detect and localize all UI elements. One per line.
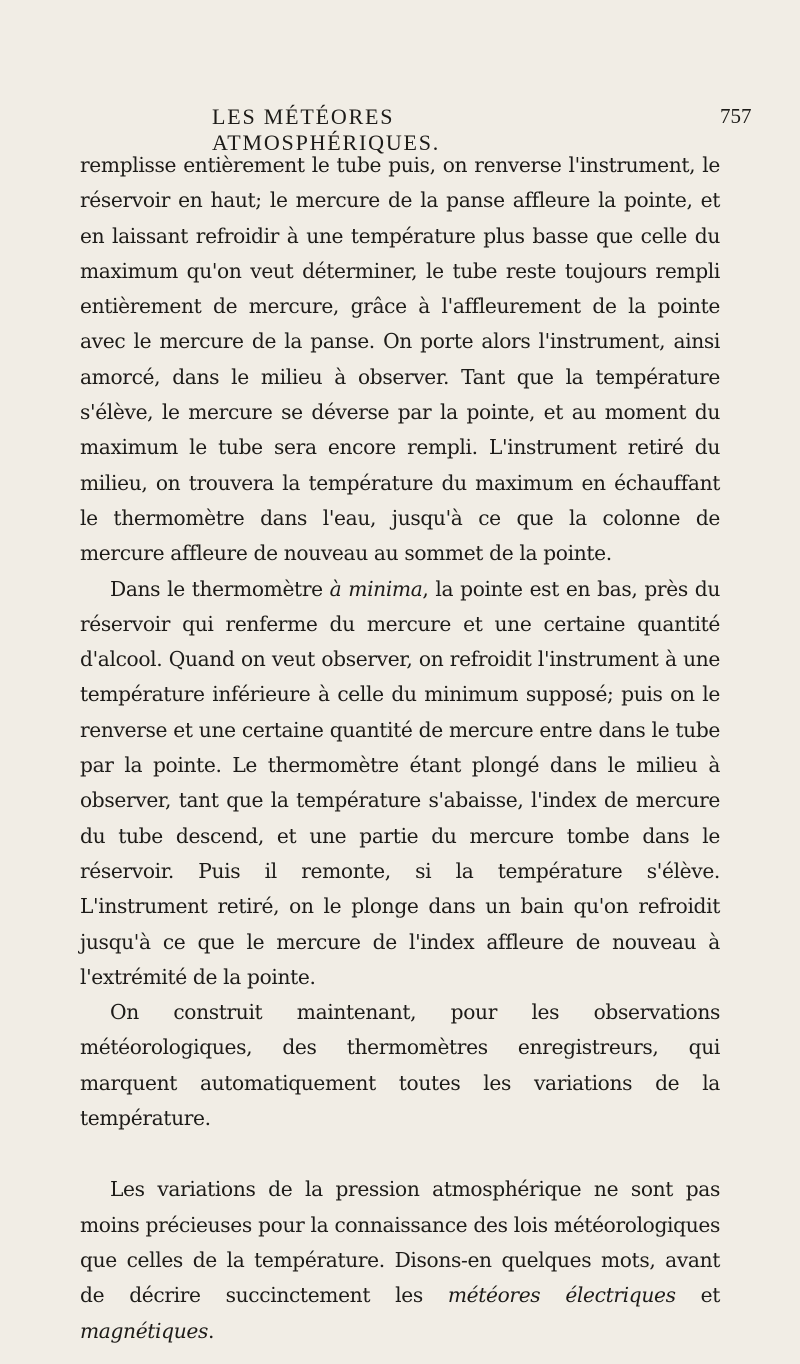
paragraph-2-text-end: , la pointe est en bas, près du réservoir qui renferme du mercure et une certaine quantité d'alcool. Quand on veut observer, on refroidit l'instrument à une température inférieure à celle du minimum supposé; puis on le renverse et une certaine quantité de mercure entre dans le tube par la pointe. Le thermomètre étant plongé dans le milieu à observer, tant que la température s'abaisse, l'index de mercure du tube descend, et une partie du mercure tombe dans le réservoir. Puis il remonte, si la température s'élève. L'instrument retiré, on le plonge dans un bain qu'on refroidit jusqu'à ce que le mercure de l'index affleure de nouveau à l'extrémité de la pointe. xyxy=(80,576,720,989)
paragraph-2-text-start: Dans le thermomètre xyxy=(110,576,330,601)
body-text xyxy=(80,148,720,1349)
paragraph-3-text: On construit maintenant, pour les observations météorologiques, des thermomètres enregistreurs, qui marquent automatiquement toutes les variations de la température. xyxy=(80,1000,720,1131)
running-head: LES MÉTÉORES ATMOSPHÉRIQUES. xyxy=(212,104,441,155)
paragraph-4-text-start: Les variations de la pression atmosphérique ne sont pas moins précieuses pour la connaissance des lois météorologiques que celles de la température. Disons-en quelques mots, avant de décrire succinctement les xyxy=(80,1177,720,1308)
paragraph-4-text-end: . xyxy=(208,1318,215,1343)
paragraph-4-text-middle: et xyxy=(675,1283,720,1308)
paragraph-4-italic-1: météores électriques xyxy=(447,1283,676,1308)
paragraph-1 xyxy=(80,148,720,572)
paragraph-4-italic-2: magnétiques xyxy=(80,1318,208,1343)
paragraph-3 xyxy=(80,995,720,1136)
paragraph-1-text: remplisse entièrement le tube puis, on renverse l'instrument, le réservoir en haut; le mercure de la panse affleure la pointe, et en laissant refroidir à une température plus basse que celle du maximum qu'on veut déterminer, le tube reste toujours rempli entièrement de mercure, grâce à l'affleurement de la pointe avec le mercure de la panse. On porte alors l'instrument, ainsi amorcé, dans le milieu à observer. Tant que la température s'élève, le mercure se déverse par la pointe, et au moment du maximum le tube sera encore rempli. L'instrument retiré du milieu, on trouvera la température du maximum en échauffant le thermomètre dans l'eau, jusqu'à ce que la colonne de mercure affleure de nouveau au sommet de la pointe. xyxy=(80,153,720,566)
paragraph-2 xyxy=(80,572,720,996)
page-number: 757 xyxy=(720,104,752,128)
paragraph-4 xyxy=(80,1172,720,1348)
paragraph-2-italic: à minima xyxy=(329,576,423,601)
